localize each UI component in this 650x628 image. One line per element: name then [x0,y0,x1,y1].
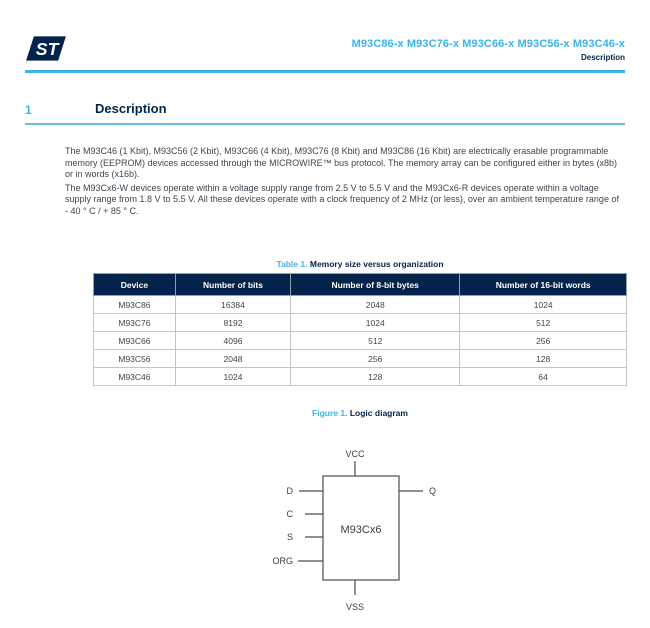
header-section-label: Description [580,53,625,62]
table-row [94,332,627,350]
table-cell: 2048 [175,350,290,368]
paragraph: The M93C46 (1 Kbit), M93C56 (2 Kbit), M93C66 (4 Kbit), M93C76 (8 Kbit) and M93C86 (16 Kbit) are electrically erasable programmable memory (EEPROM) devices accessed through the MICROWIRE™ bus protocol. The memory array can be configured either in bytes (x8b) or in words (x16b). [65,146,618,180]
header-divider [25,70,625,73]
column-header: Device [94,274,176,296]
table-row [94,314,627,332]
pin-label-org: ORG [272,556,293,566]
pin-label-vcc: VCC [345,449,365,459]
table-cell: 256 [460,332,627,350]
table-cell: M93C86 [94,296,176,314]
table-header-row [94,274,627,296]
table-cell: 2048 [291,296,460,314]
table-row [94,350,627,368]
table-cell: 4096 [175,332,290,350]
logic-diagram [260,436,470,626]
pin-label-c: C [286,509,293,519]
column-header: Number of 8-bit bytes [291,274,460,296]
table-cell: M93C66 [94,332,176,350]
column-header: Number of bits [175,274,290,296]
memory-table [93,273,627,386]
document-title: M93C86-x M93C76-x M93C66-x M93C56-x M93C46-x [351,38,625,50]
table-cell: 1024 [460,296,627,314]
figure-caption [93,408,627,418]
table-cell: 1024 [175,368,290,386]
table-cell: M93C76 [94,314,176,332]
table-cell: 512 [460,314,627,332]
table-cell: M93C56 [94,350,176,368]
column-header: Number of 16-bit words [460,274,627,296]
table-row [94,368,627,386]
table-cell: 128 [460,350,627,368]
table-cell: 512 [291,332,460,350]
table-cell: 1024 [291,314,460,332]
table-cell: M93C46 [94,368,176,386]
pin-label-d: D [286,486,293,496]
paragraph: The M93Cx6-W devices operate within a voltage supply range from 2.5 V to 5.5 V and the M93Cx6-R devices operate within a voltage supply range from 1.8 V to 5.5 V. All these devices operate with a clock frequency of 2 MHz (or less), over an ambient temperature range of - 40 ° C / + 85 ° C. [65,182,619,216]
figure-caption-number: Figure 1. [312,408,348,418]
chip-label: M93Cx6 [340,524,382,536]
table-row [94,296,627,314]
table-cell: 64 [460,368,627,386]
svg-text:ST: ST [35,39,59,60]
table-caption-number: Table 1. [276,259,308,269]
body-text [65,146,623,220]
table-cell: 256 [291,350,460,368]
section-title: Description [95,101,167,116]
pin-label-s: S [286,532,293,542]
section-divider [25,123,625,125]
pin-label-vss: VSS [345,602,365,612]
table-cell: 16384 [175,296,290,314]
page-header [25,38,625,62]
table-caption [93,259,627,269]
table-cell: 8192 [175,314,290,332]
section-number: 1 [25,103,32,117]
pin-label-q: Q [429,486,437,496]
table-cell: 128 [291,368,460,386]
figure-caption-text: Logic diagram [349,408,408,418]
table-caption-text: Memory size versus organization [309,259,444,269]
